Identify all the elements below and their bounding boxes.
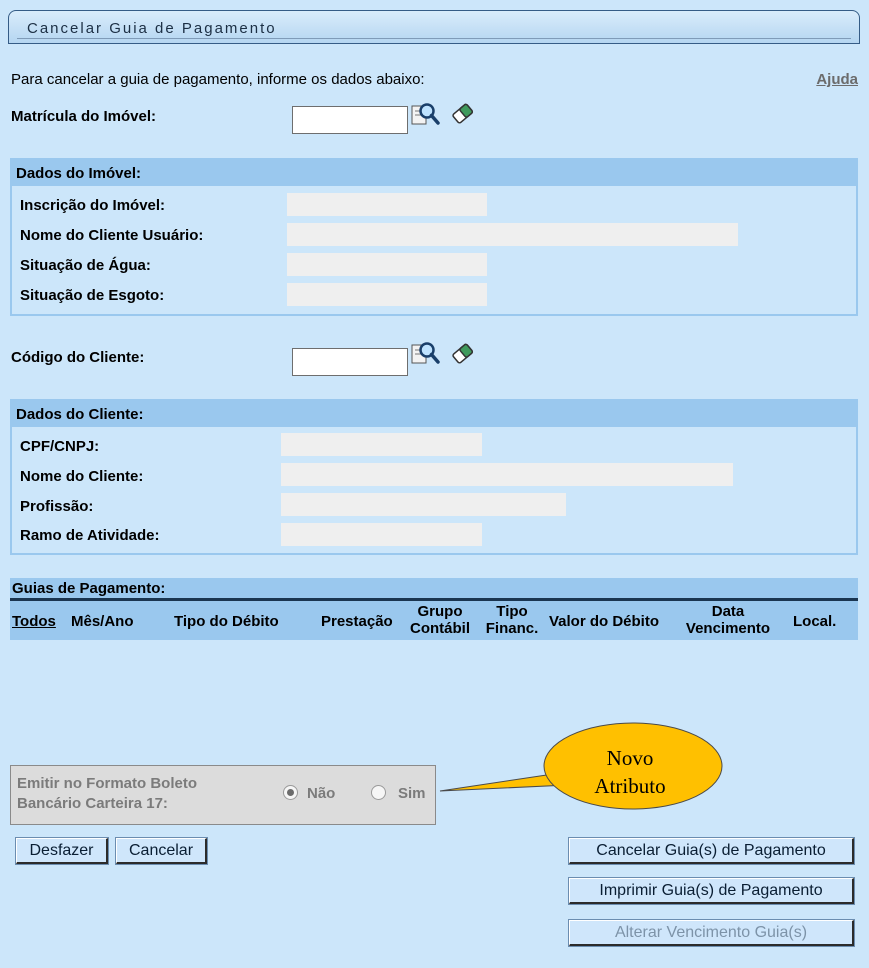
inscricao-label: Inscrição do Imóvel:	[20, 197, 166, 214]
guias-header: Guias de Pagamento:	[10, 578, 858, 598]
window-title-bar	[8, 10, 860, 44]
column-tipo-financ-line2: Financ.	[485, 620, 539, 637]
boleto-label-line1: Emitir no Formato Boleto	[17, 775, 197, 792]
matricula-input[interactable]	[292, 106, 408, 134]
radio-nao-label: Não	[307, 785, 336, 802]
radio-nao[interactable]	[283, 785, 298, 800]
situacao-esgoto-field	[287, 283, 487, 306]
imovel-panel-header: Dados do Imóvel:	[12, 160, 856, 186]
eraser-cliente-icon[interactable]	[448, 339, 478, 369]
codigo-cliente-label: Código do Cliente:	[11, 349, 145, 366]
ramo-atividade-label: Ramo de Atividade:	[20, 527, 160, 544]
search-cliente-icon[interactable]	[410, 340, 440, 370]
cliente-panel-header: Dados do Cliente:	[12, 401, 856, 427]
situacao-agua-label: Situação de Água:	[20, 257, 151, 274]
nome-cliente-label: Nome do Cliente:	[20, 468, 144, 485]
callout-text	[560, 744, 700, 800]
radio-sim[interactable]	[371, 785, 386, 800]
situacao-esgoto-label: Situação de Esgoto:	[20, 287, 165, 304]
column-data-vencimento-line2: Vencimento	[685, 620, 771, 637]
callout-line1: Novo	[606, 746, 654, 770]
cancelar-guias-button[interactable]: Cancelar Guia(s) de Pagamento	[569, 838, 854, 864]
window-title: Cancelar Guia de Pagamento	[27, 20, 277, 37]
eraser-matricula-icon[interactable]	[448, 99, 478, 129]
desfazer-button[interactable]: Desfazer	[16, 838, 108, 864]
column-grupo-contabil-line2: Contábil	[410, 620, 470, 637]
boleto-option-box	[10, 765, 436, 825]
column-todos-link[interactable]: Todos	[12, 613, 56, 630]
column-data-vencimento	[678, 603, 778, 637]
callout-line2: Atributo	[594, 774, 666, 798]
help-link[interactable]: Ajuda	[816, 71, 858, 88]
title-underline	[17, 38, 851, 39]
nome-cliente-usuario-field	[287, 223, 738, 246]
column-mes-ano: Mês/Ano	[71, 613, 134, 630]
boleto-label	[17, 774, 197, 814]
matricula-label: Matrícula do Imóvel:	[11, 108, 157, 125]
profissao-label: Profissão:	[20, 498, 94, 515]
nome-cliente-field	[281, 463, 733, 486]
alterar-vencimento-button: Alterar Vencimento Guia(s)	[569, 920, 854, 946]
boleto-label-line2: Bancário Carteira 17:	[17, 795, 168, 812]
cpf-cnpj-label: CPF/CNPJ:	[20, 438, 100, 455]
column-tipo-debito: Tipo do Débito	[174, 613, 279, 630]
imprimir-guias-button[interactable]: Imprimir Guia(s) de Pagamento	[569, 878, 854, 904]
column-grupo-contabil	[404, 603, 476, 637]
nome-cliente-usuario-label: Nome do Cliente Usuário:	[20, 227, 204, 244]
column-valor-debito: Valor do Débito	[549, 613, 660, 630]
codigo-cliente-input[interactable]	[292, 348, 408, 376]
column-tipo-financ	[480, 603, 544, 637]
cancelar-button[interactable]: Cancelar	[116, 838, 207, 864]
intro-text: Para cancelar a guia de pagamento, informe os dados abaixo:	[11, 71, 425, 88]
column-tipo-financ-line1: Tipo	[496, 603, 528, 620]
guias-table-header	[10, 598, 858, 640]
column-local: Local.	[793, 613, 837, 630]
inscricao-field	[287, 193, 487, 216]
column-grupo-contabil-line1: Grupo	[417, 603, 463, 620]
column-prestacao: Prestação	[321, 613, 393, 630]
radio-sim-label: Sim	[398, 785, 426, 802]
cpf-cnpj-field	[281, 433, 482, 456]
search-matricula-icon[interactable]	[410, 101, 440, 131]
ramo-atividade-field	[281, 523, 482, 546]
profissao-field	[281, 493, 566, 516]
situacao-agua-field	[287, 253, 487, 276]
column-data-vencimento-line1: Data	[711, 603, 745, 620]
